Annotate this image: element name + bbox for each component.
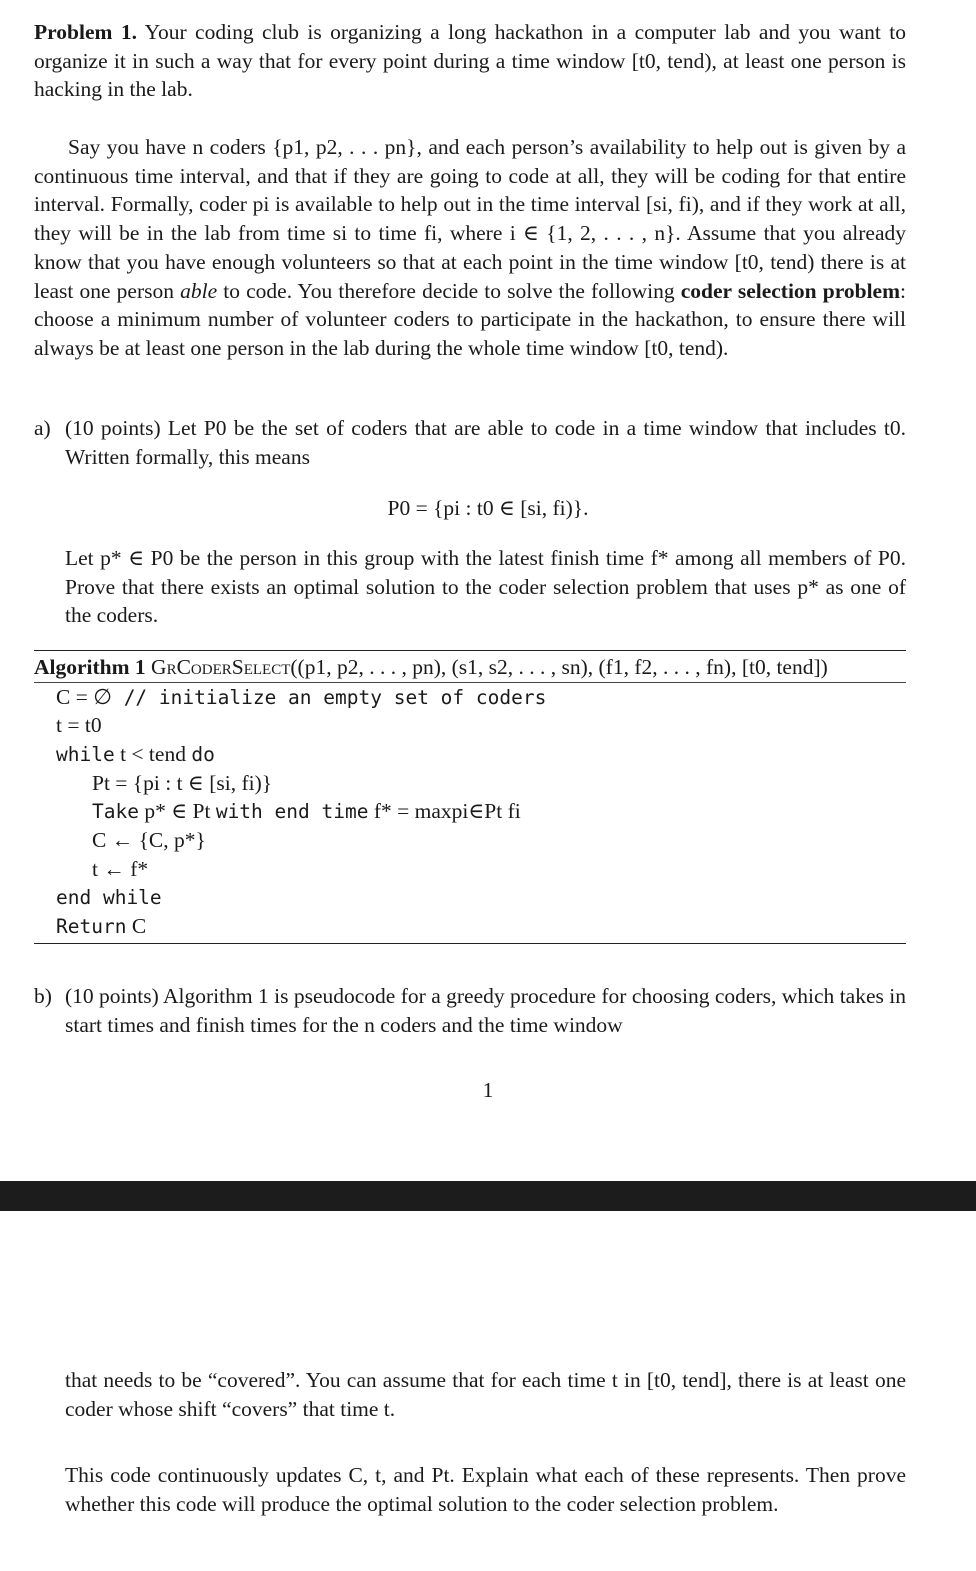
- with-end-time-keyword: with end time: [215, 800, 369, 824]
- algo-line-6: C ← {C, p*}: [92, 828, 206, 853]
- part-a-text1: (10 points) Let P0 be the set of coders that are able to code in a time window that includes t0. Written formally, this means: [65, 416, 906, 469]
- paragraph2-part3: : choose a minimum number of volunteer coders to participate in the hackathon, to ensure there will always be at least one person in the lab during the whole time window [t0, tend).: [34, 278, 906, 360]
- algo-line-2: t = t0: [56, 713, 102, 738]
- algorithm-signature: ((p1, p2, . . . , pn), (s1, s2, . . . , sn), (f1, f2, . . . , fn), [t0, tend]): [290, 655, 828, 679]
- part-b-label: b): [34, 984, 52, 1008]
- paragraph2-able: able: [180, 278, 218, 303]
- take-keyword: Take: [92, 800, 139, 824]
- page-2: [0, 1211, 976, 1571]
- part-a-continued: [34, 544, 906, 630]
- problem-intro: [34, 18, 906, 104]
- algo-line-1: [34, 683, 906, 712]
- algo-line-5: [34, 797, 906, 826]
- algorithm-label: Algorithm 1: [34, 655, 146, 679]
- problem-intro-text: Your coding club is organizing a long hackathon in a computer lab and you want to organize it in such a way that for every point during a time window [t0, tend), at least one person is hacking in the lab.: [34, 20, 906, 102]
- part-a-label: a): [34, 416, 51, 440]
- paragraph2-bold: coder selection problem: [680, 278, 901, 303]
- algorithm-header: [34, 651, 906, 682]
- part-a-equation: P0 = {pi : t0 ∈ [si, fi)}.: [387, 496, 589, 520]
- paragraph2-part1: Say you have n coders {p1, p2, . . . pn}, and each person’s availability to help out is given by a continuous time interval, and that if they are going to code at all, they will be coding for that entire interval. Formally, coder pi is available to help out in the time interval [si, fi), and if they work at all, they will be in the lab from time si to time fi, where i ∈ {1, 2, . . . , n}. Assume that you already know that you have enough volunteers so that at each point in the time window [t0, tend) there is at least one person: [34, 135, 906, 303]
- while-keyword: while: [56, 743, 115, 767]
- do-keyword: do: [191, 743, 215, 767]
- algo-end-while: end while: [56, 885, 162, 909]
- algo-line-1-math: C = ∅: [56, 684, 112, 709]
- part-b-text1: (10 points) Algorithm 1 is pseudocode for a greedy procedure for choosing coders, which takes in start times and finish times for the n coders and the time window: [65, 984, 906, 1037]
- part-b-continued-text: that needs to be “covered”. You can assume that for each time t in [t0, tend], there is at least one coder whose shift “covers” that time t.: [65, 1368, 906, 1421]
- part-b-continued: [34, 1366, 906, 1423]
- problem-statement: [34, 18, 906, 104]
- take-math-1: p* ∈ Pt: [144, 799, 211, 824]
- page-number: 1: [482, 1078, 494, 1102]
- paragraph2-part2: to code. You therefore decide to solve the following: [217, 278, 681, 303]
- while-condition: t < tend: [120, 742, 186, 767]
- return-keyword: Return: [56, 915, 127, 939]
- part-b: [34, 982, 906, 1039]
- return-var: C: [131, 914, 147, 939]
- algo-line-1-comment: // initialize an empty set of coders: [111, 685, 547, 709]
- algo-line-3: [34, 740, 906, 769]
- algorithm-name: GrCoderSelect: [151, 655, 291, 679]
- part-b-question: [34, 1461, 906, 1518]
- algo-line-7: t ← f*: [92, 856, 149, 881]
- problem-title: Problem 1.: [34, 20, 137, 44]
- take-math-2: f* = maxpi∈Pt fi: [373, 799, 521, 824]
- page-divider: [0, 1181, 976, 1211]
- problem-paragraph-2: [34, 133, 906, 363]
- algo-line-4: Pt = {pi : t ∈ [si, fi)}: [92, 770, 273, 795]
- part-a-text2: Let p* ∈ P0 be the person in this group with the latest finish time f* among all members of P0. Prove that there exists an optimal solution to the coder selection problem that uses p* as one of the coders.: [65, 546, 906, 628]
- algo-return: [34, 912, 906, 941]
- part-b-text2: This code continuously updates C, t, and Pt. Explain what each of these represents. Then prove whether this code will produce the optimal solution to the coder selection problem.: [65, 1463, 906, 1516]
- algorithm-1: [34, 650, 906, 944]
- part-a: [34, 414, 906, 471]
